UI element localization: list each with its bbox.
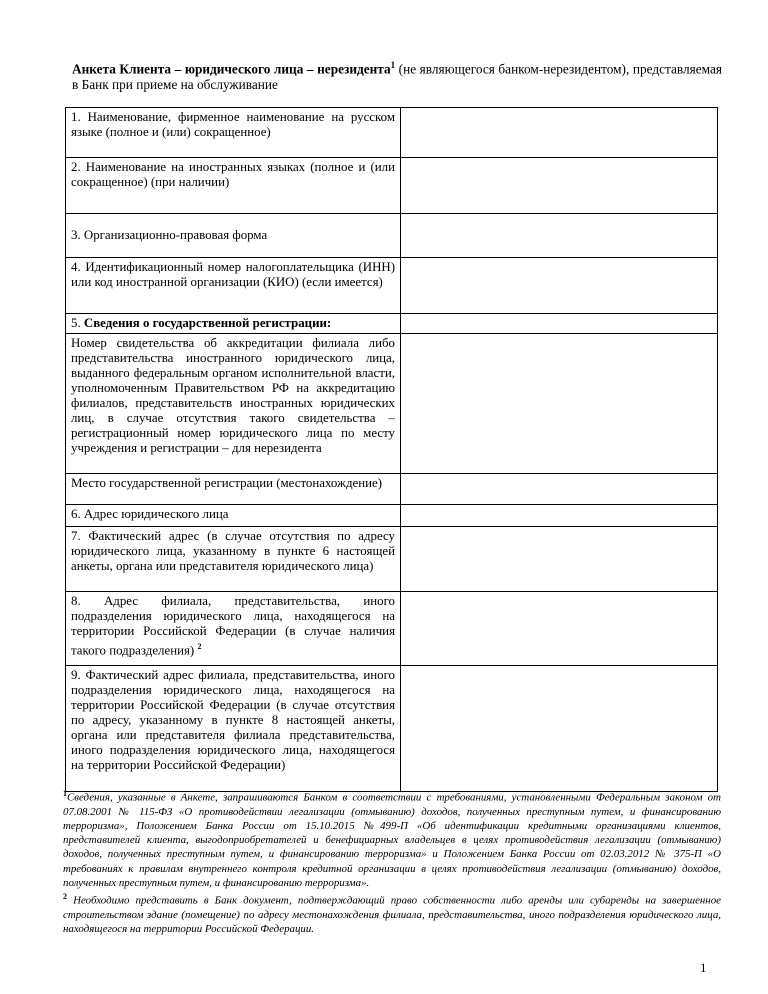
table-row: [66, 666, 718, 792]
footnote-1-mark: 1: [63, 789, 67, 798]
question-5b: Место государственной регистрации (местонахождение): [66, 474, 401, 505]
answer-8[interactable]: [401, 592, 718, 666]
question-1: 1. Наименование, фирменное наименование на русском языке (полное и (или) сокращенное): [66, 108, 401, 158]
answer-5-heading: [401, 314, 718, 334]
footnote-1: [63, 787, 721, 890]
footnote-2-mark: 2: [63, 892, 67, 902]
question-2: 2. Наименование на иностранных языках (полное и (или сокращенное) (при наличии): [66, 158, 401, 214]
form-title-rest: (не являющегося банком-нерезидентом), представляемая в Банк при приеме на обслуживание: [72, 61, 722, 93]
table-row: [66, 474, 718, 505]
question-9: 9. Фактический адрес филиала, представительства, иного подразделения юридического лица, находящегося на территории Российской Федерации (в случае отсутствия по адресу, указанному в пункте 8 настоящей анкеты, органа или представителя филиала представительства, иного подразделения юридического лица, находящегося на территории Российской Федерации): [66, 666, 401, 792]
question-5-heading: [66, 314, 401, 334]
page-number: 1: [700, 960, 707, 975]
table-row: [66, 592, 718, 666]
footnote-1-text: Сведения, указанные в Анкете, запрашиваются Банком в соответствии с требованиями, установленными Федеральным законом от 07.08.2001 № 115-ФЗ «О противодействии легализации (отмыванию) доходов, полученных преступным путем, и финансированию терроризма», Положением Банка России от 15.10.2015 №499-П «Об идентификации кредитными организациями клиентов, представителей клиента, выгодоприобретателей и бенефициарных владельцев в целях противодействия легализации (отмыванию) доходов, полученных преступным путем, и финансированию терроризма» и Положением Банка России от 02.03.2012 № 375-П «О требованиях к правилам внутреннего контроля кредитной организации в целях противодействия легализации (отмыванию) доходов, полученных преступным путем, и финансированию терроризма».: [63, 791, 721, 889]
question-3: 3. Организационно-правовая форма: [66, 214, 401, 258]
question-6: 6. Адрес юридического лица: [66, 505, 401, 527]
answer-4[interactable]: [401, 258, 718, 314]
question-5-title: Сведения о государственной регистрации:: [83, 316, 332, 330]
table-row: [66, 158, 718, 214]
question-5-number: 5.: [71, 316, 84, 330]
answer-3[interactable]: [401, 214, 718, 258]
footnote-2-text: Необходимо представить в Банк документ, подтверждающий право собственности либо аренды или субаренды на завершенное строительством здание (помещение) по адресу местонахождения филиала, представительства, иного подразделения юридического лица, находящегося на территории Российской Федерации.: [63, 894, 721, 936]
table-row: [66, 505, 718, 527]
table-row: [66, 258, 718, 314]
table-row: [66, 108, 718, 158]
question-4: 4. Идентификационный номер налогоплательщика (ИНН) или код иностранной организации (КИО) (если имеется): [66, 258, 401, 314]
table-row: [66, 214, 718, 258]
table-row: [66, 314, 718, 334]
question-8: [66, 592, 401, 666]
question-8-text: 8. Адрес филиала, представительства, иного подразделения юридического лица, находящегося на территории Российской Федерации (в случае наличия такого подразделения): [71, 594, 395, 658]
footnote-ref-2: 2: [197, 642, 202, 651]
answer-9[interactable]: [401, 666, 718, 792]
form-title-bold: Анкета Клиента – юридического лица – нерезидента: [72, 61, 391, 77]
question-7: 7. Фактический адрес (в случае отсутствия по адресу юридического лица, указанному в пункте 6 настоящей анкеты, органа или представителя юридического лица): [66, 527, 401, 592]
footnote-2: [63, 890, 721, 936]
answer-1[interactable]: [401, 108, 718, 158]
answer-7[interactable]: [401, 527, 718, 592]
answer-2[interactable]: [401, 158, 718, 214]
footnotes: [63, 787, 721, 936]
table-row: [66, 334, 718, 474]
table-row: [66, 527, 718, 592]
answer-5a[interactable]: [401, 334, 718, 474]
footnote-ref-1: 1: [390, 60, 396, 70]
question-5a: Номер свидетельства об аккредитации филиала либо представительства иностранного юридического лица, выданного федеральным органом исполнительной власти, уполномоченным Правительством РФ на аккредитацию филиалов, представительств иностранных юридических лиц, в случае отсутствия такого свидетельства – регистрационный номер юридического лица по месту учреждения и регистрации – для нерезидента: [66, 334, 401, 474]
form-title: [72, 57, 722, 93]
questionnaire-table: [65, 107, 718, 792]
answer-5b[interactable]: [401, 474, 718, 505]
answer-6[interactable]: [401, 505, 718, 527]
